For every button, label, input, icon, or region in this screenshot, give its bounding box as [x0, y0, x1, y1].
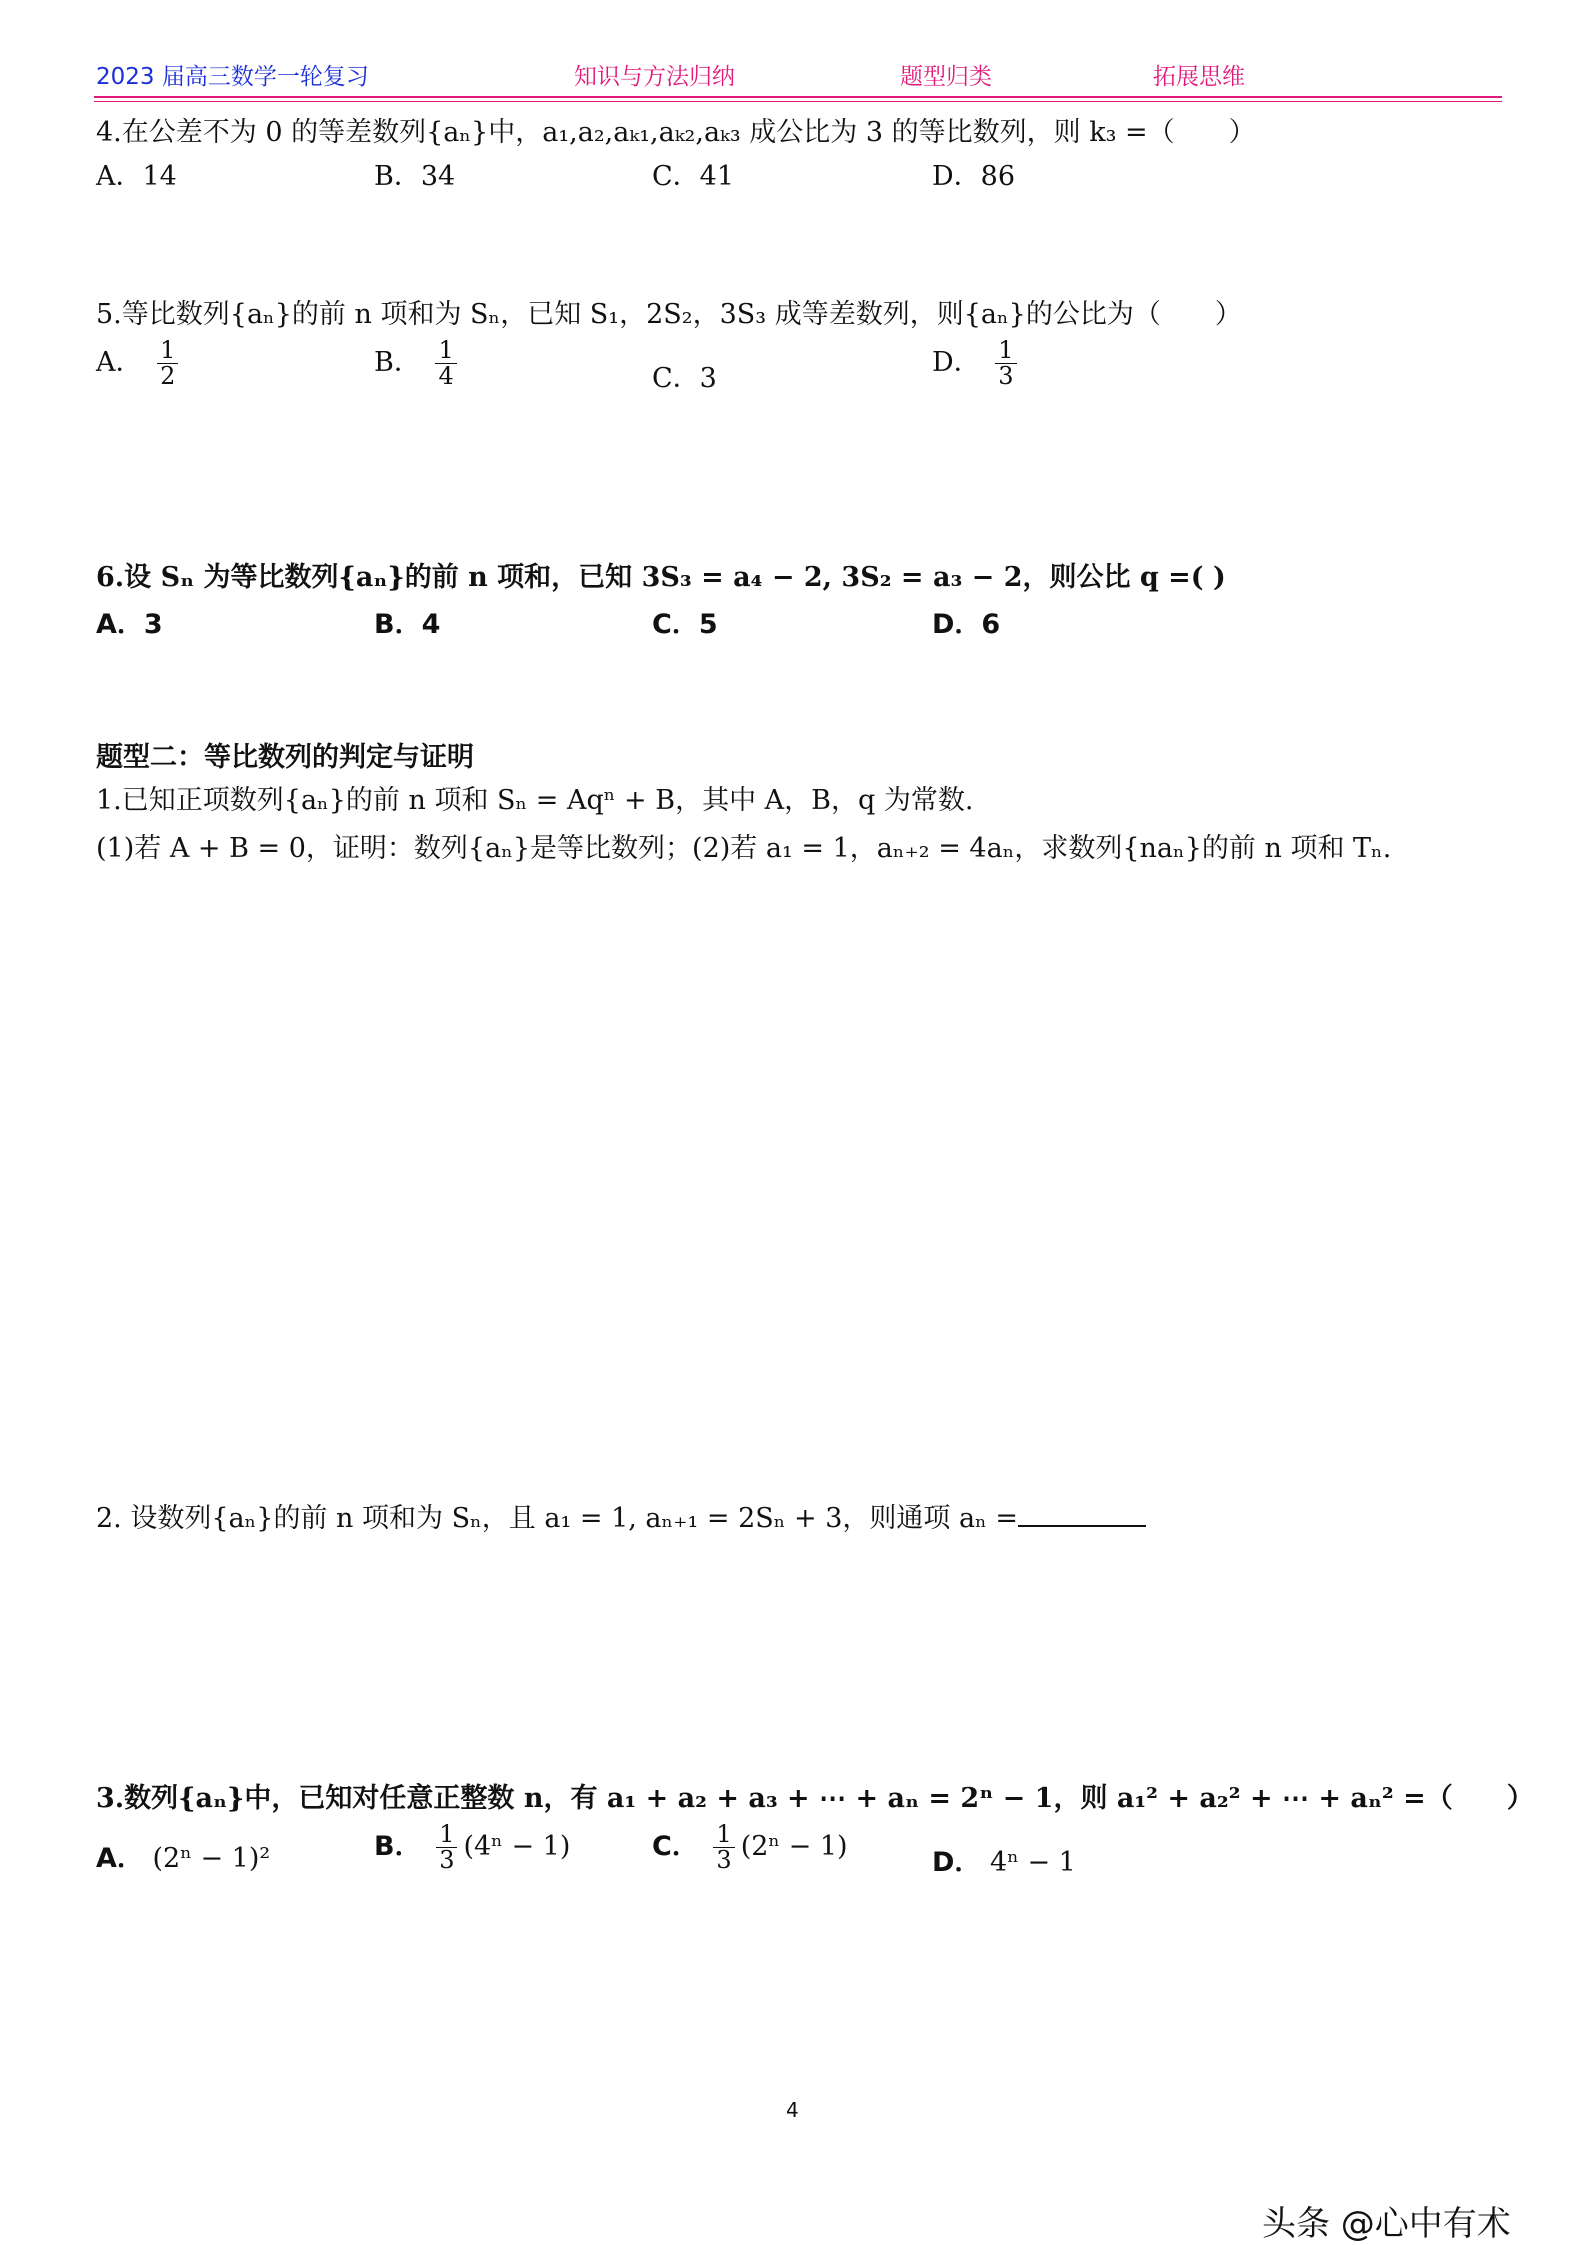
fraction [713, 1822, 734, 1873]
fraction-numerator: 1 [995, 338, 1016, 364]
question-6-option-a: A．3 [96, 609, 163, 640]
question-5-stem: 5.等比数列{aₙ}的前 n 项和为 Sₙ，已知 S₁，2S₂，3S₃ 成等差数列，则{aₙ}的公比为（ ） [96, 299, 1242, 330]
option-label: D． [932, 347, 981, 379]
section-2-problem-1-line-1: 1.已知正项数列{aₙ}的前 n 项和 Sₙ = Aqⁿ + B，其中 A，B，q 为常数. [96, 785, 974, 816]
question-4-option-a: A．14 [96, 161, 177, 192]
option-value: (2ⁿ − 1)² [152, 1843, 271, 1874]
section-2-problem-3: 3.数列{aₙ}中，已知对任意正整数 n，有 a₁ + a₂ + a₃ + ⋯ + aₙ = 2ⁿ − 1，则 a₁² + a₂² + ⋯ + aₙ² =（ ） [96, 1783, 1534, 1814]
question-4-option-b: B．34 [374, 161, 456, 192]
option-value: 3 [699, 363, 717, 394]
fraction [435, 338, 456, 389]
question-5-option-d [932, 338, 1023, 389]
answer-blank[interactable] [1018, 1503, 1146, 1527]
fraction [995, 338, 1016, 389]
question-5-option-c [652, 356, 717, 395]
fraction [157, 338, 178, 389]
question-4-option-d: D．86 [932, 161, 1016, 192]
fraction-denominator: 3 [716, 1846, 732, 1875]
option-value: (2ⁿ − 1) [740, 1831, 848, 1863]
problem-3-option-d [932, 1840, 1076, 1879]
option-label: B． [374, 347, 421, 379]
header-nav-question-types[interactable]: 题型归类 [900, 64, 992, 90]
question-6-stem: 6.设 Sₙ 为等比数列{aₙ}的前 n 项和，已知 3S₃ = a₄ − 2, 3S₂ = a₃ − 2，则公比 q =( ) [96, 562, 1226, 593]
fraction-denominator: 4 [438, 362, 454, 391]
question-4-option-c: C．41 [652, 161, 735, 192]
question-5-option-a [96, 338, 184, 389]
fraction-numerator: 1 [436, 1822, 457, 1848]
section-2-title: 题型二：等比数列的判定与证明 [96, 742, 474, 773]
problem-3-option-c [652, 1822, 848, 1873]
question-6-option-b: B．4 [374, 609, 441, 640]
section-2-problem-2 [96, 1496, 1146, 1535]
option-value: 4ⁿ − 1 [990, 1847, 1076, 1878]
option-label: C． [652, 1831, 699, 1863]
question-6-option-c: C．5 [652, 609, 718, 640]
option-value: (4ⁿ − 1) [463, 1831, 571, 1863]
problem-2-stem: 2. 设数列{aₙ}的前 n 项和为 Sₙ，且 a₁ = 1, aₙ₊₁ = 2Sₙ + 3，则通项 aₙ = [96, 1503, 1018, 1534]
fraction-denominator: 3 [998, 362, 1014, 391]
watermark: 头条 @心中有术 [1262, 2204, 1511, 2244]
question-4-stem: 4.在公差不为 0 的等差数列{aₙ}中，a₁,a₂,aₖ₁,aₖ₂,aₖ₃ 成公比为 3 的等比数列，则 k₃ =（ ） [96, 117, 1256, 148]
page-number: 4 [786, 2098, 799, 2122]
header-title: 2023 届高三数学一轮复习 [96, 64, 369, 90]
header-divider [94, 96, 1502, 98]
header-nav-knowledge[interactable]: 知识与方法归纳 [574, 64, 735, 90]
header-nav-extended-thinking[interactable]: 拓展思维 [1153, 64, 1245, 90]
fraction-denominator: 3 [439, 1846, 455, 1875]
fraction-numerator: 1 [435, 338, 456, 364]
option-label: A． [96, 347, 143, 379]
option-label: D． [932, 1847, 982, 1878]
problem-3-option-b [374, 1822, 570, 1873]
fraction [436, 1822, 457, 1873]
fraction-denominator: 2 [160, 362, 176, 391]
problem-3-option-a [96, 1836, 270, 1875]
option-label: C． [652, 363, 700, 394]
option-label: B． [374, 1831, 422, 1863]
section-2-problem-1-line-2: (1)若 A + B = 0，证明：数列{aₙ}是等比数列；(2)若 a₁ = 1，aₙ₊₂ = 4aₙ，求数列{naₙ}的前 n 项和 Tₙ. [96, 833, 1392, 864]
question-6-option-d: D．6 [932, 609, 1001, 640]
option-label: A． [96, 1843, 144, 1874]
fraction-numerator: 1 [713, 1822, 734, 1848]
question-5-option-b [374, 338, 463, 389]
header-divider-thin [94, 101, 1502, 102]
fraction-numerator: 1 [157, 338, 178, 364]
